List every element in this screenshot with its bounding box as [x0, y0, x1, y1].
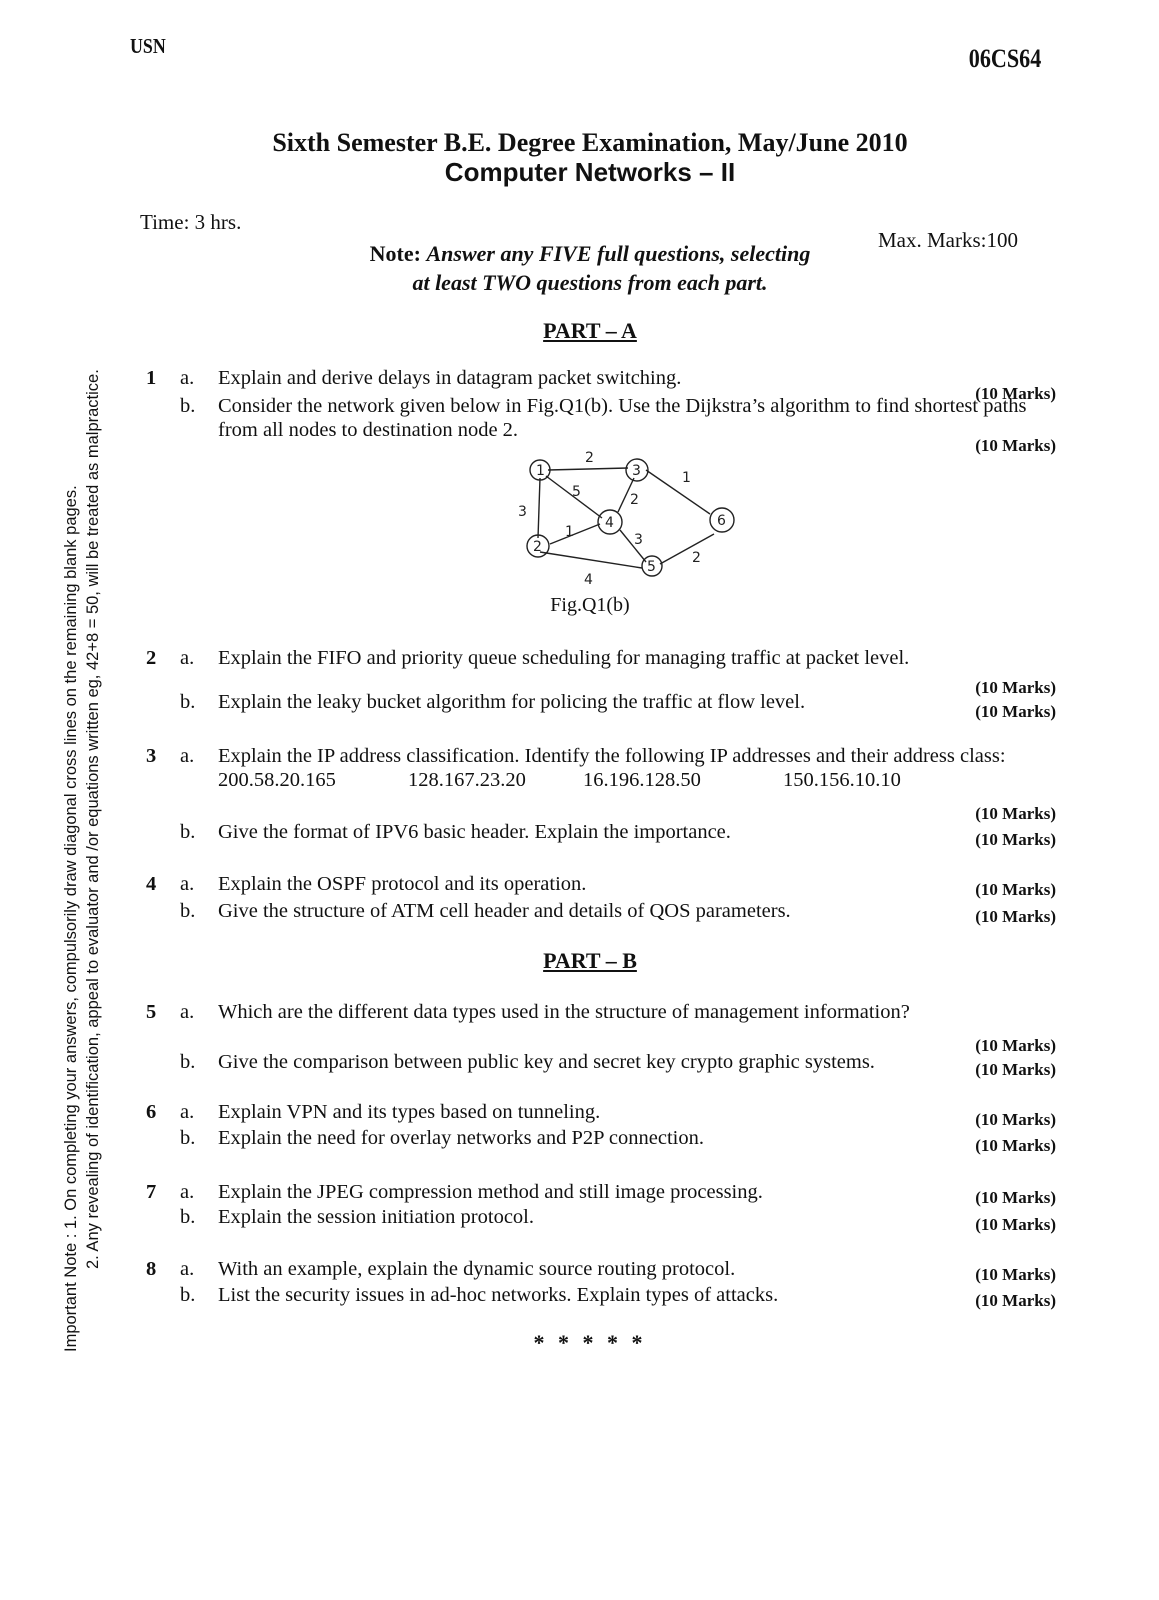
ip-address: 16.196.128.50 [583, 769, 701, 791]
marks: (10 Marks) [975, 1036, 1056, 1055]
node-5: 5 [647, 559, 656, 575]
question-5b [146, 1050, 1056, 1079]
question-7b [146, 1205, 1056, 1234]
edge-weight: 5 [572, 484, 581, 500]
sub-label: a. [180, 647, 195, 669]
question-text: Explain the FIFO and priority queue scheduling for managing traffic at packet level. [218, 647, 910, 669]
ip-address: 150.156.10.10 [783, 769, 901, 791]
marks: (10 Marks) [975, 1136, 1056, 1155]
usn-label: USN [130, 34, 166, 58]
sub-label: a. [180, 1181, 195, 1203]
edge-weight: 4 [584, 572, 593, 588]
question-number: 2 [146, 647, 157, 669]
marks: (10 Marks) [975, 830, 1056, 849]
sub-label: a. [180, 367, 195, 389]
question-text: Explain the OSPF protocol and its operation. [218, 873, 587, 895]
question-text: List the security issues in ad-hoc networks. Explain types of attacks. [218, 1284, 779, 1306]
marks: (10 Marks) [975, 384, 1056, 403]
ip-address: 128.167.23.20 [408, 769, 526, 791]
ip-address-list [218, 768, 1056, 792]
marks: (10 Marks) [975, 804, 1056, 823]
part-b-heading: PART – B [543, 948, 637, 973]
instructions-line-1 [0, 241, 1159, 267]
sub-label: b. [180, 1127, 196, 1149]
question-number: 4 [146, 873, 157, 895]
node-1: 1 [536, 463, 545, 479]
edge-weight: 3 [518, 504, 527, 520]
sub-label: a. [180, 873, 195, 895]
note-label: Note: [369, 241, 421, 266]
question-1b [146, 394, 1056, 455]
node-3: 3 [632, 463, 641, 479]
question-4b [146, 899, 1056, 926]
question-3b [146, 820, 1056, 849]
question-3 [146, 744, 1056, 823]
sub-label: b. [180, 691, 196, 713]
marks: (10 Marks) [975, 907, 1056, 926]
end-of-paper-stars: * * * * * [533, 1330, 647, 1355]
edge-weight: 2 [630, 492, 639, 508]
node-2: 2 [533, 539, 542, 555]
marks: (10 Marks) [975, 1215, 1056, 1234]
marks: (10 Marks) [975, 678, 1056, 697]
marks: (10 Marks) [975, 702, 1056, 721]
sub-label: a. [180, 1001, 195, 1023]
marks: (10 Marks) [975, 1265, 1056, 1284]
question-text: Explain VPN and its types based on tunneling. [218, 1101, 601, 1123]
question-text: Explain the need for overlay networks and P2P connection. [218, 1127, 704, 1149]
question-number: 6 [146, 1101, 157, 1123]
question-6b [146, 1126, 1056, 1155]
sub-label: a. [180, 1258, 195, 1280]
sub-label: a. [180, 1101, 195, 1123]
question-text: Which are the different data types used in the structure of management information? [218, 1001, 910, 1023]
question-text: Give the structure of ATM cell header and details of QOS parameters. [218, 900, 791, 922]
question-number: 8 [146, 1258, 157, 1280]
side-note-line-2: 2. Any revealing of identification, appeal to evaluator and /or equations written eg, 42+8 = 50, will be treated as malpractice. [84, 369, 102, 1269]
question-text: Explain the IP address classification. Identify the following IP addresses and their address class: [218, 745, 1006, 767]
question-text: Give the comparison between public key and secret key crypto graphic systems. [218, 1051, 875, 1073]
marks: (10 Marks) [975, 1188, 1056, 1207]
sub-label: b. [180, 821, 196, 843]
marks: (10 Marks) [975, 1110, 1056, 1129]
question-number: 1 [146, 367, 157, 389]
sub-label: b. [180, 395, 196, 417]
question-text: Give the format of IPV6 basic header. Explain the importance. [218, 821, 731, 843]
side-important-note [60, 312, 104, 1352]
subject-title: Computer Networks – II [444, 157, 736, 187]
question-8 [146, 1257, 1056, 1284]
question-5 [146, 1000, 1056, 1055]
question-2b [146, 690, 1056, 721]
edge-weight: 1 [565, 524, 574, 540]
sub-label: b. [180, 1051, 196, 1073]
question-text: Explain the leaky bucket algorithm for policing the traffic at flow level. [218, 691, 806, 713]
edge-weight: 1 [682, 470, 691, 486]
question-number: 7 [146, 1181, 157, 1203]
question-8b [146, 1283, 1056, 1310]
question-number: 3 [146, 745, 157, 767]
ip-address: 200.58.20.165 [218, 769, 336, 791]
sub-label: b. [180, 1206, 196, 1228]
question-text: Explain and derive delays in datagram packet switching. [218, 367, 682, 389]
sub-label: b. [180, 900, 196, 922]
question-text: With an example, explain the dynamic source routing protocol. [218, 1258, 736, 1280]
paper-code: 06CS64 [968, 44, 1041, 73]
question-1 [146, 366, 1056, 403]
max-marks: Max. Marks:100 [878, 228, 1018, 252]
graph-svg [510, 448, 740, 588]
instructions-line-2: at least TWO questions from each part. [412, 270, 768, 295]
question-text: Explain the session initiation protocol. [218, 1206, 534, 1228]
network-graph-figure [510, 448, 740, 593]
sub-label: a. [180, 745, 195, 767]
side-note-line-1: Important Note : 1. On completing your answers, compulsorily draw diagonal cross lines on the remaining blank pages. [62, 485, 80, 1352]
question-2 [146, 646, 1056, 697]
sub-label: b. [180, 1284, 196, 1306]
node-6: 6 [717, 513, 726, 529]
question-text: Consider the network given below in Fig.Q1(b). Use the Dijkstra’s algorithm to find shortest paths from all nodes to destination node 2. [218, 395, 1027, 441]
figure-caption: Fig.Q1(b) [550, 594, 630, 616]
note-text-1: Answer any FIVE full questions, selecting [426, 241, 811, 266]
question-4 [146, 872, 1056, 899]
edge-weight: 2 [585, 450, 594, 466]
question-6 [146, 1100, 1056, 1129]
marks: (10 Marks) [975, 880, 1056, 899]
marks: (10 Marks) [975, 1060, 1056, 1079]
edge-weight: 3 [634, 532, 643, 548]
question-number: 5 [146, 1001, 157, 1023]
exam-title: Sixth Semester B.E. Degree Examination, May/June 2010 [272, 128, 908, 157]
node-4: 4 [605, 515, 614, 531]
edge-weight: 2 [692, 550, 701, 566]
question-7 [146, 1180, 1056, 1207]
time-allowed: Time: 3 hrs. [140, 210, 242, 234]
part-a-heading: PART – A [543, 318, 637, 343]
marks: (10 Marks) [975, 436, 1056, 455]
question-text: Explain the JPEG compression method and still image processing. [218, 1181, 763, 1203]
marks: (10 Marks) [975, 1291, 1056, 1310]
